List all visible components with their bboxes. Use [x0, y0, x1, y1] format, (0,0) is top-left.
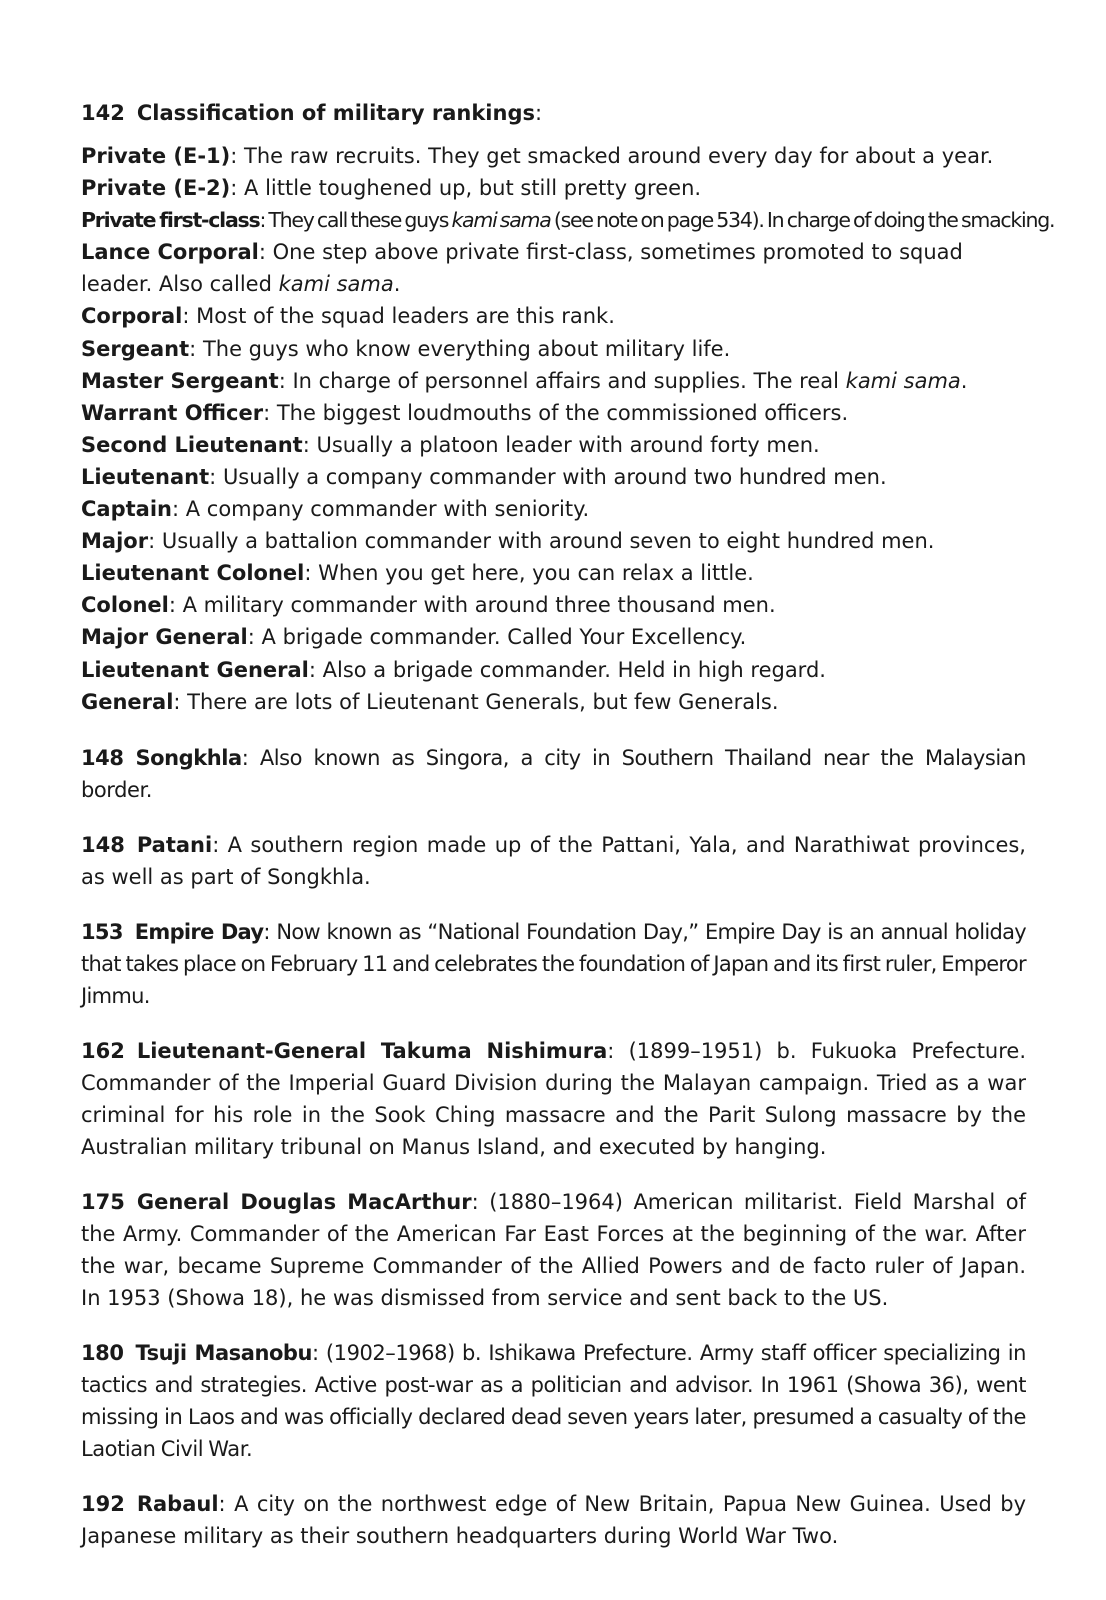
rank-description-italic: kami sama	[278, 272, 394, 297]
glossary-note: 153 Empire Day: Now known as “National Foundation Day,” Empire Day is an annual holiday that takes place on February 11 and celebrates the foundation of Japan and its first ruler, Emperor Jimmu.	[81, 919, 1026, 1008]
glossary-page	[81, 97, 1055, 1552]
glossary-note: 180 Tsuji Masanobu: (1902–1968) b. Ishikawa Prefecture. Army staff officer specializing in tactics and strategies. Active post-war as a politician and advisor. In 1961 (Showa 36), went missing in Laos and was officially declared dead seven years later, presumed a casualty of the Laotian Civil War.	[81, 1340, 1027, 1461]
rank-entry: Private (E-2): A little toughened up, but still pretty green.	[81, 176, 702, 201]
rank-entry: Private first-class: They call these guys kami sama (see note on page 534). In charge of doing the smacking.	[81, 208, 1055, 233]
rank-name: Second Lieutenant	[81, 432, 303, 457]
rank-entry: Corporal: Most of the squad leaders are this rank.	[81, 304, 615, 329]
rank-name: Private (E-1)	[81, 144, 231, 168]
rank-entry: Second Lieutenant: Usually a platoon leader with around forty men.	[81, 432, 820, 457]
rank-name: Colonel	[81, 593, 169, 618]
rank-entry: Lance Corporal: One step above private first-class, sometimes promoted to squad leader. Also called kami sama.	[81, 240, 963, 297]
page-reference: 153	[81, 919, 123, 944]
note-text: (1902–1968) b. Ishikawa Prefecture. Army staff officer specializing in tactics and strategies. Active post-war as a politician and advisor. In 1961 (Showa 36), went missing in Laos and was officially declared dead seven years later, presumed a casualty of the Laotian Civil War.	[81, 1340, 1027, 1461]
rank-description: .	[960, 368, 968, 393]
page-reference: 148	[81, 745, 124, 770]
rank-description: The raw recruits. They get smacked around every day for about a year.	[244, 144, 994, 168]
rank-entry: Lieutenant Colonel: When you get here, you can relax a little.	[81, 561, 754, 586]
rank-entry: Lieutenant: Usually a company commander with around two hundred men.	[81, 464, 887, 489]
rank-name: Private (E-2)	[81, 176, 231, 201]
rank-name: Corporal	[81, 304, 183, 329]
rank-name: Lieutenant General	[81, 657, 309, 682]
note-text: Now known as “National Foundation Day,” Empire Day is an annual holiday that takes place on February 11 and celebrates the foundation of Japan and its first ruler, Emperor Jimmu.	[81, 919, 1026, 1008]
rank-name: Captain	[81, 497, 172, 522]
rank-entry: Sergeant: The guys who know everything about military life.	[81, 336, 731, 361]
rank-description: .	[393, 272, 401, 297]
note-text: A southern region made up of the Pattani, Yala, and Narathiwat provinces, as well as part of Songkhla.	[81, 832, 1026, 889]
rank-description: In charge of personnel affairs and supplies. The real	[292, 368, 846, 393]
rank-description: Usually a battalion commander with around seven to eight hundred men.	[161, 529, 935, 554]
glossary-note: 148 Patani: A southern region made up of the Pattani, Yala, and Narathiwat provinces, as well as part of Songkhla.	[81, 832, 1026, 889]
rank-description: They call these guys	[268, 208, 452, 233]
rank-description: The biggest loudmouths of the commissioned officers.	[276, 400, 849, 425]
note-text: A city on the northwest edge of New Britain, Papua New Guinea. Used by Japanese military as their southern headquarters during World War Two.	[81, 1491, 1026, 1548]
note-text: (1880–1964) American militarist. Field Marshal of the Army. Commander of the American Far East Forces at the beginning of the war. After the war, became Supreme Commander of the Allied Powers and de facto ruler of Japan. In 1953 (Showa 18), he was dismissed from service and sent back to the US.	[81, 1189, 1026, 1310]
rank-name: Private first-class	[81, 208, 260, 233]
note-text: Also known as Singora, a city in Southern Thailand near the Malaysian border.	[81, 745, 1027, 802]
note-term: Tsuji Masanobu	[135, 1340, 313, 1365]
rank-name: Major General	[81, 625, 248, 650]
note-term: Empire Day	[134, 919, 264, 944]
glossary-note: 175 General Douglas MacArthur: (1880–1964) American militarist. Field Marshal of the Army. Commander of the American Far East Forces at the beginning of the war. After the war, became Supreme Commander of the Allied Powers and de facto ruler of Japan. In 1953 (Showa 18), he was dismissed from service and sent back to the US.	[81, 1189, 1026, 1310]
note-text: (1899–1951) b. Fukuoka Prefecture. Commander of the Imperial Guard Division during the Malayan campaign. Tried as a war criminal for his role in the Sook Ching massacre and the Parit Sulong massacre by the Australian military tribunal on Manus Island, and executed by hanging.	[81, 1038, 1027, 1159]
rank-entry: Major General: A brigade commander. Called Your Excellency.	[81, 625, 747, 650]
rank-description-italic: kami sama	[451, 208, 551, 233]
note-term: General Douglas MacArthur	[136, 1189, 472, 1214]
rank-description: Most of the squad leaders are this rank.	[196, 304, 615, 329]
rankings-heading	[81, 97, 1026, 129]
rank-name: Warrant Officer	[81, 400, 264, 425]
rank-description: Usually a platoon leader with around forty men.	[316, 432, 820, 457]
rank-description: A company commander with seniority.	[185, 497, 590, 522]
rank-entry: Major: Usually a battalion commander with around seven to eight hundred men.	[81, 529, 935, 554]
rank-name: Lieutenant	[81, 464, 210, 489]
rank-entry: Master Sergeant: In charge of personnel affairs and supplies. The real kami sama.	[81, 368, 968, 393]
note-term: Patani	[136, 832, 213, 857]
rank-entry: General: There are lots of Lieutenant Generals, but few Generals.	[81, 689, 779, 714]
heading-title: Classification of military rankings	[136, 101, 535, 125]
page-reference: 192	[81, 1491, 125, 1516]
rank-list	[81, 140, 1055, 718]
rank-description: A brigade commander. Called Your Excellency.	[261, 625, 747, 650]
glossary-note: 162 Lieutenant-General Takuma Nishimura: (1899–1951) b. Fukuoka Prefecture. Commander of the Imperial Guard Division during the Malayan campaign. Tried as a war criminal for his role in the Sook Ching massacre and the Parit Sulong massacre by the Australian military tribunal on Manus Island, and executed by hanging.	[81, 1038, 1027, 1159]
glossary-note: 148 Songkhla: Also known as Singora, a city in Southern Thailand near the Malaysian border.	[81, 745, 1027, 802]
rank-description: When you get here, you can relax a little.	[318, 561, 754, 586]
rank-description: (see note on page 534). In charge of doing the smacking.	[550, 208, 1055, 233]
page-reference: 175	[81, 1189, 125, 1214]
rank-description-italic: kami sama	[845, 368, 961, 393]
rank-description: A military commander with around three thousand men.	[182, 593, 776, 618]
page-reference: 162	[81, 1038, 125, 1063]
page-reference: 142	[81, 101, 125, 125]
rank-name: General	[81, 689, 174, 714]
rank-description: There are lots of Lieutenant Generals, but few Generals.	[187, 689, 779, 714]
page-reference: 148	[81, 832, 125, 857]
note-term: Songkhla	[135, 745, 242, 770]
rank-description: The guys who know everything about military life.	[202, 336, 731, 361]
rank-description: One step above private first-class, sometimes promoted to squad leader. Also called	[81, 240, 963, 297]
note-term: Rabaul	[136, 1491, 219, 1516]
rank-entry: Private (E-1): The raw recruits. They get smacked around every day for about a year.	[81, 144, 994, 168]
rank-entry: Warrant Officer: The biggest loudmouths of the commissioned officers.	[81, 400, 849, 425]
rank-description: Usually a company commander with around two hundred men.	[222, 464, 887, 489]
rank-entry: Captain: A company commander with seniority.	[81, 497, 590, 522]
rank-entry: Colonel: A military commander with around three thousand men.	[81, 593, 776, 618]
rank-name: Major	[81, 529, 149, 554]
rank-entry: Lieutenant General: Also a brigade commander. Held in high regard.	[81, 657, 826, 682]
rank-name: Sergeant	[81, 336, 190, 361]
rank-name: Lance Corporal	[81, 240, 259, 265]
rank-description: Also a brigade commander. Held in high regard.	[322, 657, 826, 682]
page-reference: 180	[81, 1340, 124, 1365]
rank-name: Lieutenant Colonel	[81, 561, 305, 586]
rank-name: Master Sergeant	[81, 368, 279, 393]
note-term: Lieutenant-General Takuma Nishimura	[136, 1038, 608, 1063]
rank-description: A little toughened up, but still pretty green.	[244, 176, 702, 201]
heading-colon: :	[534, 101, 543, 125]
glossary-note: 192 Rabaul: A city on the northwest edge of New Britain, Papua New Guinea. Used by Japanese military as their southern headquarters during World War Two.	[81, 1491, 1026, 1548]
